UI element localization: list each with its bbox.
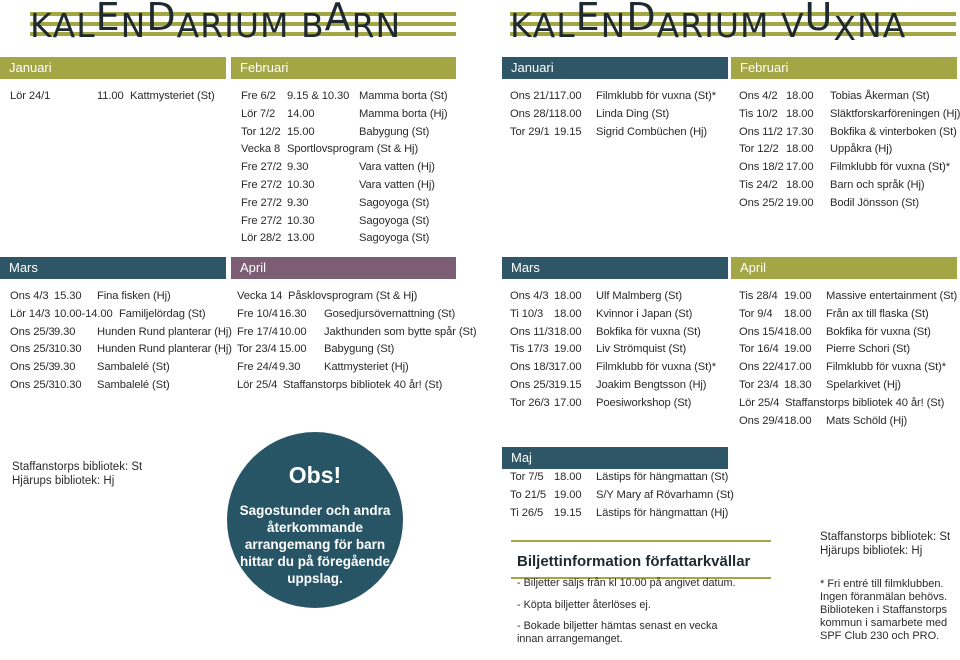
event-time: 17.00	[786, 161, 814, 174]
event-time: 18.00	[786, 90, 814, 102]
event-date: Ons 29/4	[739, 414, 784, 427]
ticket-title: Biljettinformation författarkvällar	[517, 553, 751, 570]
event-date: Lör 25/4	[237, 378, 278, 391]
event-time: 10.30	[287, 214, 315, 227]
event-time: 18.00	[554, 325, 582, 338]
barn-januari-header: Januari	[0, 57, 226, 79]
event-title: Babygung (St)	[359, 125, 430, 138]
footnote-line: SPF Club 230 och PRO.	[820, 630, 940, 642]
legend-st: Staffanstorps bibliotek: St	[12, 461, 143, 473]
event-title: Bokfika för vuxna (St)	[596, 325, 701, 338]
event-title: Liv Strömquist (St)	[596, 343, 687, 356]
event-date: Ons 18/2	[739, 161, 784, 174]
event-title: Sagoyoga (St)	[359, 196, 430, 209]
ticket-item: - Biljetter säljs från kl 10.00 på angivet datum.	[517, 577, 736, 589]
event-time: 17.00	[554, 396, 582, 409]
event-date: Fre 17/4	[237, 325, 278, 338]
event-date: Fre 24/4	[237, 361, 278, 374]
event-title: Staffanstorps bibliotek 40 år! (St)	[283, 378, 443, 391]
event-title: Vara vatten (Hj)	[359, 178, 435, 191]
event-date: Lör 24/1	[10, 90, 51, 102]
event-title: Joakim Bengtsson (Hj)	[596, 378, 707, 391]
event-title: Barn och språk (Hj)	[830, 178, 925, 191]
event-title: Ulf Malmberg (St)	[596, 290, 682, 302]
event-title: Babygung (St)	[324, 343, 395, 356]
event-title: Lästips för hängmattan (Hj)	[596, 506, 729, 519]
event-date: Vecka 14	[237, 290, 283, 302]
event-title: Hunden Rund planterar (Hj)	[97, 343, 232, 356]
event-title: Kattmysteriet (Hj)	[324, 361, 409, 374]
event-title: Kvinnor i Japan (St)	[596, 307, 693, 320]
event-time: 17.30	[786, 125, 814, 138]
event-time: 10.30	[287, 178, 315, 191]
filmklubb-footnote	[820, 578, 947, 643]
footnote-line: * Fri entré till filmklubben.	[820, 578, 944, 590]
event-title: Sagoyoga (St)	[359, 214, 430, 227]
event-time: 18.00	[554, 290, 582, 302]
obs-text: Sagostunder och andra återkommande arrangemang för barn hittar du på föregående uppslag.	[239, 503, 391, 586]
event-title: Sigrid Combüchen (Hj)	[596, 125, 708, 138]
event-time: 11.00	[97, 90, 124, 102]
event-date: Tor 16/4	[739, 343, 779, 356]
event-date: Ons 4/3	[10, 290, 49, 302]
event-date: Ti 10/3	[510, 307, 544, 320]
event-date: Tor 12/2	[241, 125, 281, 138]
event-time: 18.00	[786, 178, 814, 191]
event-date: Ons 4/2	[739, 90, 778, 102]
event-date: Ons 25/3	[10, 325, 55, 338]
barn-mars-header: Mars	[0, 257, 226, 279]
vuxna-februari-header: Februari	[731, 57, 957, 79]
event-date: Tor 23/4	[739, 378, 779, 391]
event-time: 18.30	[784, 378, 812, 391]
event-date: Tor 9/4	[739, 307, 773, 320]
event-title: Lästips för hängmattan (St)	[596, 471, 729, 483]
event-date: Ons 11/3	[510, 325, 554, 338]
event-time: 18.00	[786, 107, 814, 120]
event-title: Släktforskarföreningen (Hj)	[830, 107, 960, 120]
event-title: Poesiworkshop (St)	[596, 396, 692, 409]
vuxna-april-header: April	[731, 257, 957, 279]
event-title: Sambalelé (St)	[97, 378, 170, 391]
event-title: Sambalelé (St)	[97, 361, 170, 374]
footnote-line: Ingen föranmälan behövs.	[820, 591, 948, 603]
event-title: Hunden Rund planterar (Hj)	[97, 325, 232, 338]
event-time: 10.30	[54, 343, 82, 356]
ticket-info	[511, 540, 771, 650]
event-title: Familjelördag (St)	[119, 307, 206, 320]
event-time: 19.15	[554, 378, 582, 391]
event-date: Ons 15/4	[739, 325, 784, 338]
legend-hj: Hjärups bibliotek: Hj	[820, 545, 923, 557]
event-time: 18.00	[784, 414, 812, 427]
event-title: Filmklubb för vuxna (St)*	[830, 161, 950, 174]
event-date: Tor 7/5	[510, 471, 544, 483]
title-vuxna-text: KALENDARIUM VUXNA	[510, 0, 907, 48]
event-date: Ons 25/3	[10, 361, 55, 374]
event-time: 17.00	[554, 361, 582, 374]
event-date: Ons 25/2	[739, 196, 784, 209]
event-title: Mamma borta (Hj)	[359, 107, 448, 120]
event-time: 18.00	[784, 307, 812, 320]
event-time: 15.00	[287, 125, 315, 138]
event-title: Påsklovsprogram (St & Hj)	[288, 290, 418, 302]
event-title: Gosedjursövernattning (St)	[324, 307, 456, 320]
footnote-line: Biblioteken i Staffanstorps	[820, 604, 947, 616]
event-title: Spelarkivet (Hj)	[826, 378, 901, 391]
event-time: 9.30	[287, 196, 309, 209]
vuxna-januari-header: Januari	[502, 57, 728, 79]
event-time: 13.00	[287, 232, 315, 245]
event-date: Tis 10/2	[739, 107, 778, 120]
event-title: Från ax till flaska (St)	[826, 307, 929, 320]
event-date: Tis 17/3	[510, 343, 549, 356]
ticket-item: - Bokade biljetter hämtas senast en vecka innan arrangemanget.	[517, 620, 718, 645]
event-date: Tis 24/2	[739, 178, 778, 191]
event-date: Fre 6/2	[241, 90, 276, 102]
event-time: 9.30	[279, 361, 301, 374]
event-time: 19.00	[786, 196, 814, 209]
event-title: Fina fisken (Hj)	[97, 290, 171, 302]
obs-title: Obs!	[288, 462, 342, 488]
event-title: Mamma borta (St)	[359, 90, 448, 102]
event-time: 9.15 & 10.30	[287, 90, 350, 102]
legend-st: Staffanstorps bibliotek: St	[820, 531, 951, 543]
event-date: Fre 27/2	[241, 196, 282, 209]
event-date: Ons 21/1	[510, 90, 555, 102]
event-time: 18.00	[554, 107, 582, 120]
barn-april-header: April	[231, 257, 456, 279]
event-date: Ti 26/5	[510, 506, 544, 519]
title-barn-text: KALENDARIUM BARN	[30, 0, 402, 45]
event-date: Lör 7/2	[241, 107, 276, 120]
event-title: Bokfika & vinterboken (St)	[830, 125, 957, 138]
event-time: 19.00	[554, 488, 582, 501]
event-time: 19.15	[554, 506, 582, 519]
event-title: Vara vatten (Hj)	[359, 161, 435, 174]
event-title: Pierre Schori (St)	[826, 343, 910, 356]
event-date: Vecka 8	[241, 143, 281, 156]
event-time: 15.00	[279, 343, 307, 356]
event-time: 9.30	[54, 361, 76, 374]
event-time: 18.00	[554, 307, 582, 320]
event-date: Tor 29/1	[510, 125, 550, 138]
event-time: 17.00	[554, 90, 582, 102]
event-time: 10.30	[54, 378, 82, 391]
event-date: Tis 28/4	[739, 290, 778, 302]
event-title: Uppåkra (Hj)	[830, 143, 893, 156]
event-time: 18.00	[784, 325, 812, 338]
event-date: Ons 22/4	[739, 361, 784, 374]
event-date: Fre 27/2	[241, 161, 282, 174]
event-date: Ons 25/3	[510, 378, 555, 391]
barn-februari-header: Februari	[231, 57, 456, 79]
event-date: Fre 10/4	[237, 307, 278, 320]
event-date: Lör 28/2	[241, 232, 282, 245]
event-title: Bokfika för vuxna (St)	[826, 325, 931, 338]
event-title: Massive entertainment (St)	[826, 290, 958, 302]
event-time: 9.30	[54, 325, 76, 338]
event-date: Tor 23/4	[237, 343, 277, 356]
title-vuxna	[510, 0, 956, 48]
event-date: Ons 25/3	[10, 378, 55, 391]
vuxna-mars-header: Mars	[502, 257, 728, 279]
event-title: Sagoyoga (St)	[359, 232, 430, 245]
event-date: Fre 27/2	[241, 178, 282, 191]
vuxna-legend	[820, 530, 950, 558]
event-time: 16.30	[279, 307, 307, 320]
event-time: 9.30	[287, 161, 309, 174]
event-date: Tor 12/2	[739, 143, 779, 156]
event-title: Filmklubb för vuxna (St)*	[596, 361, 716, 374]
event-time: 18.00	[786, 143, 814, 156]
event-date: Ons 25/3	[10, 343, 55, 356]
event-title: Staffanstorps bibliotek 40 år! (St)	[785, 396, 945, 409]
event-title: S/Y Mary af Rövarhamn (St)	[596, 488, 734, 501]
event-date: Lör 14/3	[10, 307, 51, 320]
event-title: Kattmysteriet (St)	[130, 90, 215, 102]
event-date: Tor 26/3	[510, 396, 550, 409]
event-time: 17.00	[784, 361, 812, 374]
event-time: 10.00	[279, 325, 307, 338]
event-title: Linda Ding (St)	[596, 107, 670, 120]
barn-legend	[12, 460, 142, 488]
event-time: 19.00	[784, 290, 812, 302]
title-barn	[30, 0, 456, 44]
footnote-line: kommun i samarbete med	[820, 617, 948, 629]
event-date: Lör 25/4	[739, 396, 780, 409]
event-title: Sportlovsprogram (St & Hj)	[287, 143, 419, 156]
event-time: 10.00-14.00	[54, 307, 113, 320]
event-time: 15.30	[54, 290, 82, 302]
event-title: Tobias Åkerman (St)	[830, 90, 930, 102]
event-date: Ons 18/3	[510, 361, 555, 374]
event-date: To 21/5	[510, 488, 546, 501]
vuxna-maj-header: Maj	[502, 447, 728, 469]
event-date: Ons 4/3	[510, 290, 549, 302]
event-time: 19.00	[784, 343, 812, 356]
event-time: 19.15	[554, 125, 582, 138]
event-title: Mats Schöld (Hj)	[826, 414, 908, 427]
event-title: Jakthunden som bytte spår (St)	[324, 325, 477, 338]
legend-hj: Hjärups bibliotek: Hj	[12, 475, 115, 487]
event-time: 18.00	[554, 471, 582, 483]
event-date: Ons 11/2	[739, 125, 783, 138]
ticket-item: - Köpta biljetter återlöses ej.	[517, 599, 651, 611]
event-date: Fre 27/2	[241, 214, 282, 227]
event-time: 14.00	[287, 107, 315, 120]
event-title: Filmklubb för vuxna (St)*	[596, 90, 716, 102]
event-time: 19.00	[554, 343, 582, 356]
event-title: Filmklubb för vuxna (St)*	[826, 361, 946, 374]
event-title: Bodil Jönsson (St)	[830, 196, 919, 209]
obs-circle	[227, 432, 403, 608]
event-date: Ons 28/1	[510, 107, 555, 120]
